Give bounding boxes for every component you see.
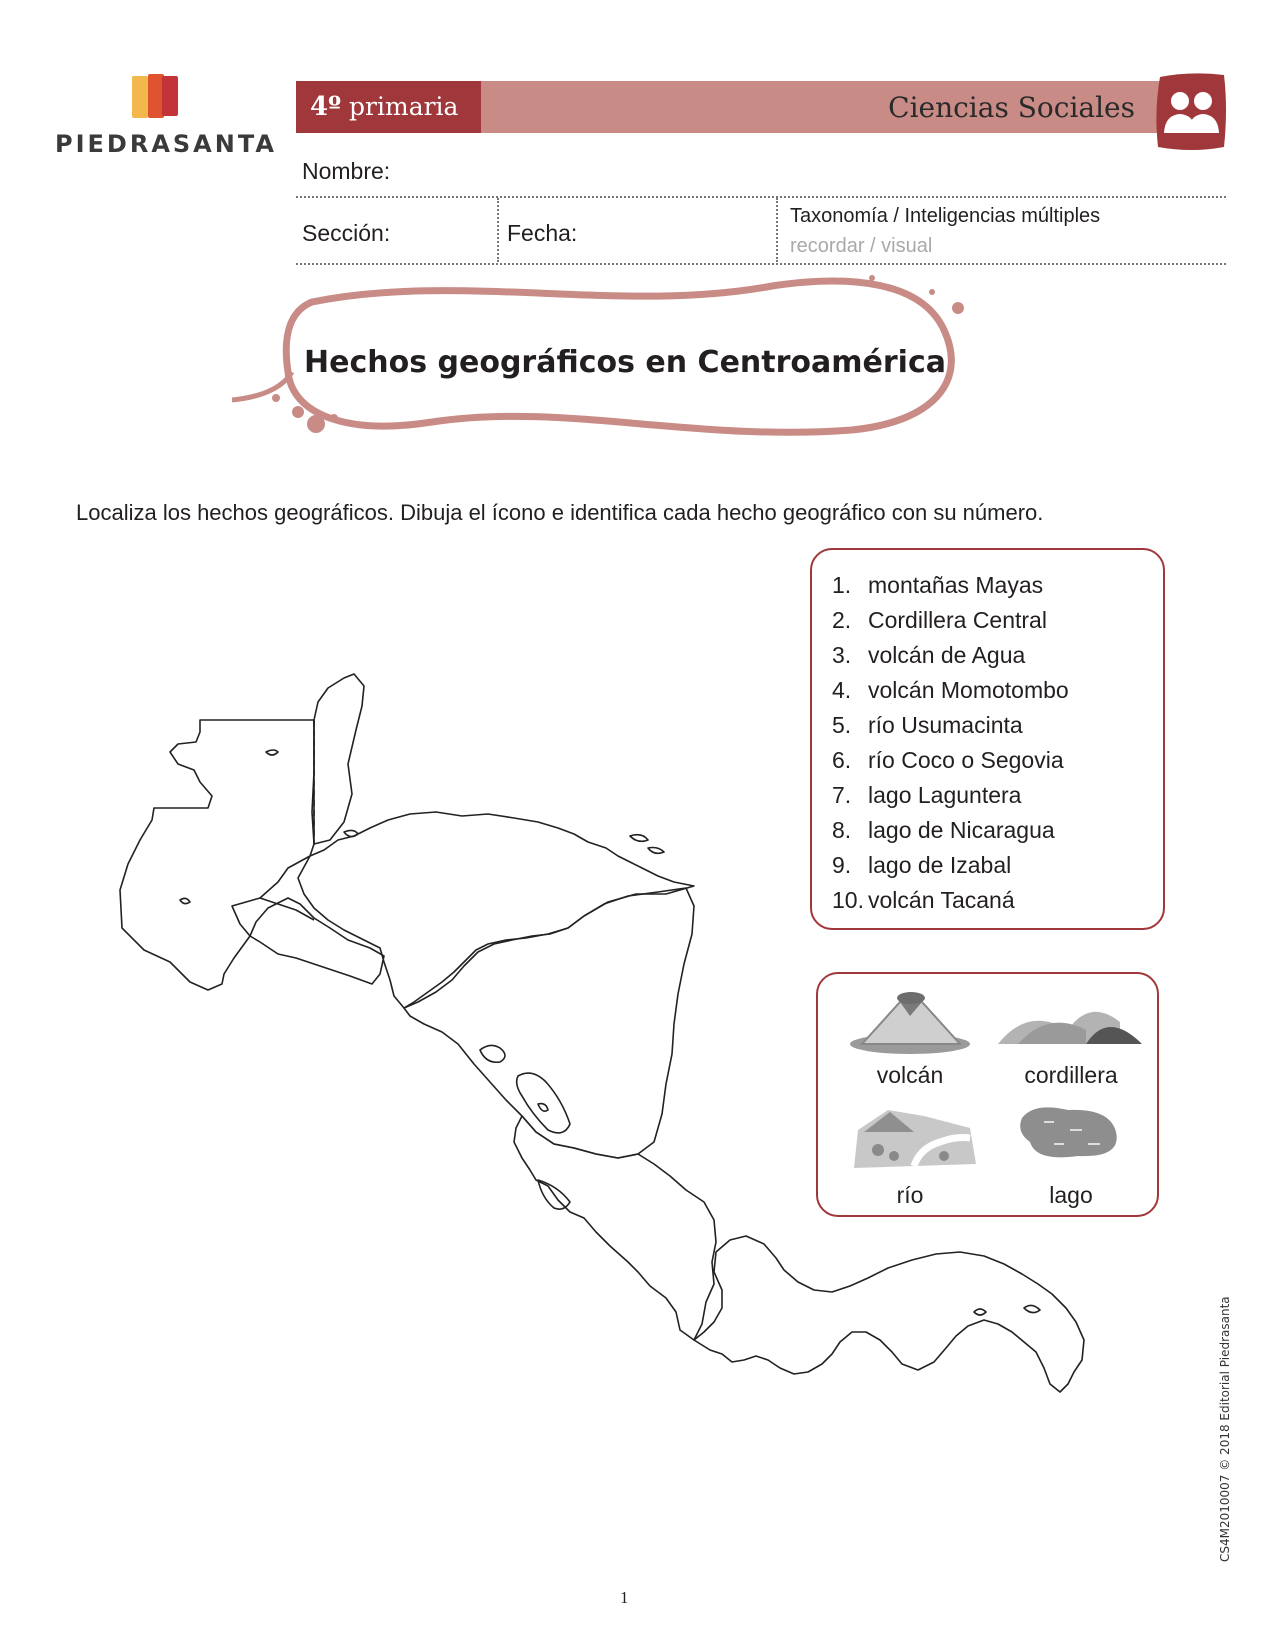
date-field-label: Fecha: xyxy=(507,220,578,246)
list-item-label: lago de Izabal xyxy=(868,852,1012,878)
subject-title: Ciencias Sociales xyxy=(888,91,1135,124)
list-item-label: lago Laguntera xyxy=(868,782,1022,808)
list-item-label: río Usumacinta xyxy=(868,712,1023,738)
list-item-number: 2. xyxy=(832,607,852,633)
taxonomy-label: Taxonomía / Inteligencias múltiples xyxy=(790,205,1101,227)
list-item-label: volcán de Agua xyxy=(868,642,1026,668)
list-item-number: 8. xyxy=(832,817,852,843)
list-item-label: volcán Tacaná xyxy=(868,887,1015,913)
form-divider xyxy=(296,263,1226,265)
list-item-number: 4. xyxy=(832,677,852,703)
list-item-number: 9. xyxy=(832,852,852,878)
list-item-label: Cordillera Central xyxy=(868,607,1047,633)
list-item-number: 10. xyxy=(832,887,864,913)
worksheet-title: Hechos geográficos en Centroamérica xyxy=(304,345,946,380)
list-item-number: 6. xyxy=(832,747,852,773)
list-item xyxy=(832,603,1163,638)
instruction-text: Localiza los hechos geográficos. Dibuja el ícono e identifica cada hecho geográfico con su número. xyxy=(76,500,1044,525)
list-item-label: volcán Momotombo xyxy=(868,677,1069,703)
form-divider xyxy=(497,198,499,262)
list-item xyxy=(832,568,1163,603)
list-item-number: 5. xyxy=(832,712,852,738)
copyright-text: CS4M2010007 © 2018 Editorial Piedrasanta xyxy=(1218,1296,1232,1562)
list-item-label: río Coco o Segovia xyxy=(868,747,1064,773)
list-item-number: 7. xyxy=(832,782,852,808)
legend-label: volcán xyxy=(876,1062,944,1088)
list-item-number: 1. xyxy=(832,572,852,598)
grade-label xyxy=(296,81,481,133)
form-divider xyxy=(776,198,778,262)
grade-number: 4º xyxy=(310,92,342,122)
legend-label: lago xyxy=(1049,1182,1093,1208)
page-number: 1 xyxy=(620,1588,629,1607)
list-item xyxy=(832,638,1163,673)
list-item-label: lago de Nicaragua xyxy=(868,817,1055,843)
people-icon xyxy=(1152,69,1230,153)
name-field-label: Nombre: xyxy=(302,158,391,184)
legend-label: cordillera xyxy=(1024,1062,1118,1088)
legend-label: río xyxy=(896,1182,924,1208)
form-divider xyxy=(296,196,1226,198)
taxonomy-values: recordar / visual xyxy=(790,235,933,257)
list-item-label: montañas Mayas xyxy=(868,572,1044,598)
section-field-label: Sección: xyxy=(302,220,391,246)
piedrasanta-logo-icon xyxy=(130,72,182,122)
brand-logo-text: PIEDRASANTA xyxy=(55,130,277,158)
list-item-number: 3. xyxy=(832,642,852,668)
central-america-outline-map xyxy=(118,672,1138,1457)
grade-word: primaria xyxy=(349,92,459,121)
